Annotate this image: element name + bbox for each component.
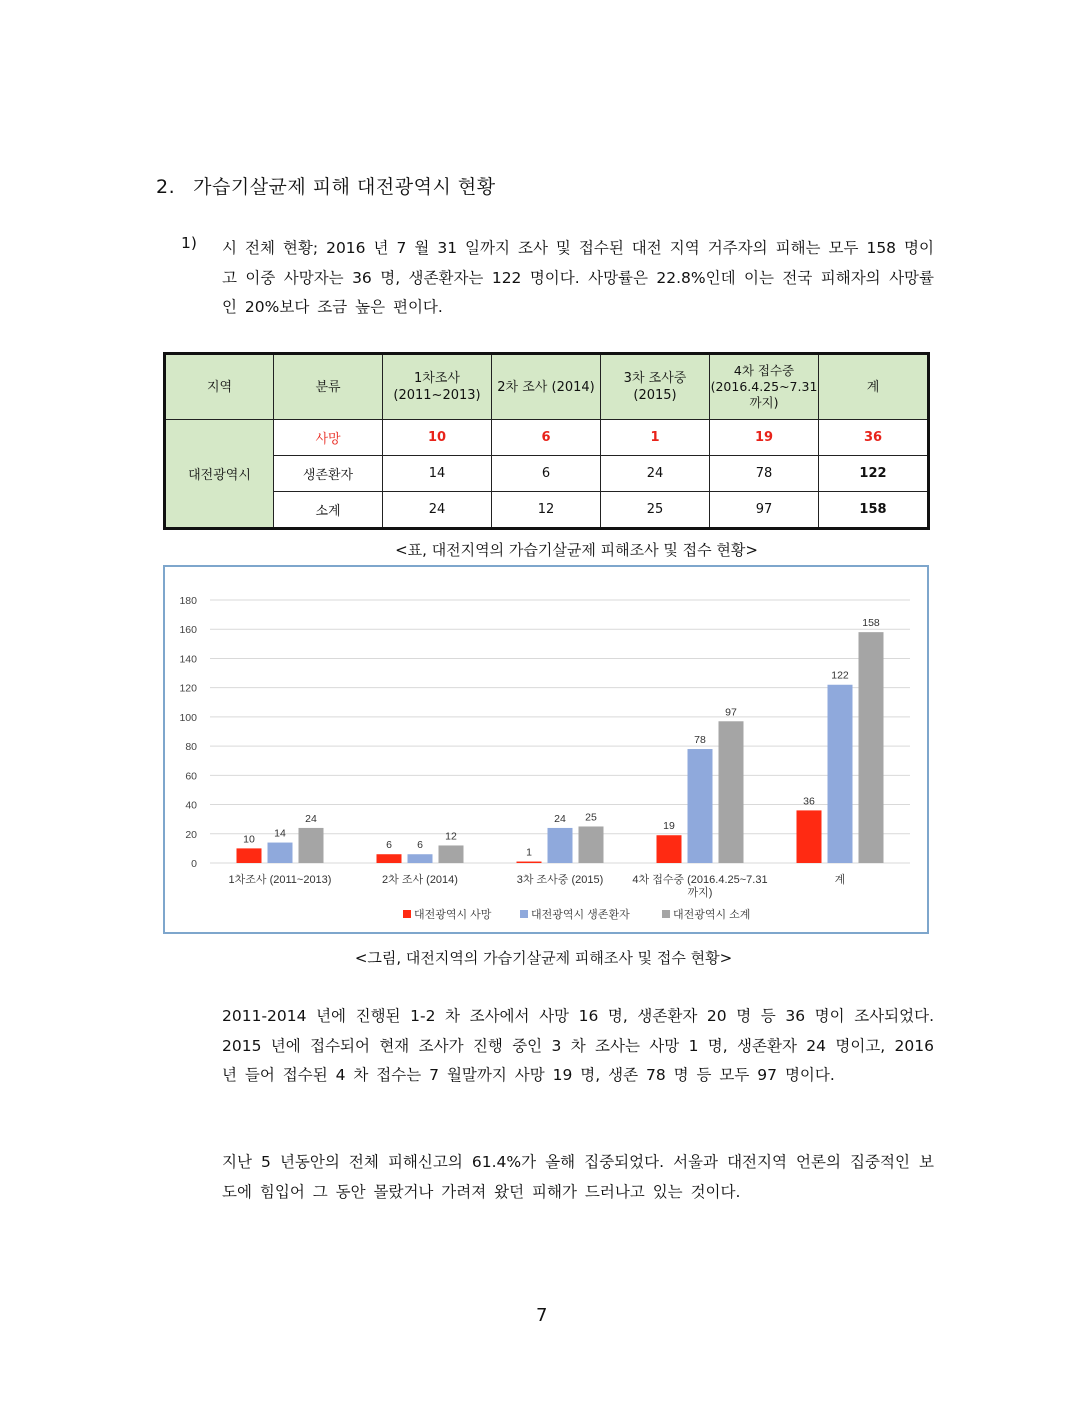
y-tick-label: 20 <box>185 828 197 841</box>
chart-caption: <그림, 대전지역의 가습기살균제 피해조사 및 접수 현황> <box>354 949 733 967</box>
bar <box>688 749 713 863</box>
table-header: 4차 접수중 (2016.4.25~7.31 까지) <box>710 354 819 420</box>
bar <box>299 828 324 863</box>
value-cell: 12 <box>492 492 601 529</box>
table-header: 1차조사 (2011~2013) <box>383 354 492 420</box>
table-row <box>165 420 929 456</box>
value-cell: 78 <box>710 456 819 492</box>
x-tick-label: 3차 조사중 (2015) <box>516 874 604 886</box>
paragraph-number: 1) <box>181 234 197 252</box>
section-title <box>156 172 496 199</box>
value-cell: 10 <box>383 420 492 456</box>
status-table <box>163 352 930 530</box>
category-cell: 사망 <box>274 420 383 456</box>
y-tick-label: 180 <box>179 595 197 607</box>
data-label: 6 <box>417 839 423 852</box>
bar <box>377 854 402 863</box>
data-label: 12 <box>445 830 457 843</box>
value-cell: 24 <box>601 456 710 492</box>
y-tick-label: 0 <box>191 858 197 870</box>
category-cell: 소계 <box>274 492 383 529</box>
data-label: 14 <box>274 827 286 840</box>
legend-swatch <box>520 910 528 918</box>
data-label: 78 <box>694 734 706 747</box>
section-heading: 가습기살균제 피해 대전광역시 현황 <box>193 176 496 198</box>
data-label: 6 <box>386 839 392 852</box>
category-cell: 생존환자 <box>274 456 383 492</box>
legend-label: 대전광역시 생존환자 <box>531 909 630 921</box>
x-tick-label: 2차 조사 (2014) <box>382 874 458 886</box>
x-tick-label: 계 <box>834 874 846 886</box>
data-table <box>163 352 927 528</box>
bar <box>797 810 822 863</box>
table-row <box>165 492 929 529</box>
y-tick-label: 160 <box>179 624 197 637</box>
y-tick-label: 80 <box>185 741 197 754</box>
bar <box>719 721 744 863</box>
data-label: 122 <box>831 669 849 682</box>
data-label: 158 <box>862 617 880 630</box>
y-tick-label: 120 <box>179 682 197 695</box>
section-number: 2. <box>156 176 176 198</box>
data-label: 10 <box>243 833 255 846</box>
bar <box>548 828 573 863</box>
bar-chart <box>165 567 927 932</box>
value-cell: 24 <box>383 492 492 529</box>
bar <box>579 826 604 863</box>
value-cell: 6 <box>492 420 601 456</box>
bar <box>268 843 293 863</box>
legend-swatch <box>662 910 670 918</box>
y-tick-label: 40 <box>185 799 197 812</box>
x-tick-label: 1차조사 (2011~2013) <box>228 874 332 886</box>
table-caption: <표, 대전지역의 가습기살균제 피해조사 및 접수 현황> <box>395 541 758 559</box>
bar <box>859 632 884 863</box>
table-header: 계 <box>819 354 929 420</box>
legend-label: 대전광역시 사망 <box>414 909 492 921</box>
value-cell: 25 <box>601 492 710 529</box>
y-tick-label: 60 <box>185 770 197 783</box>
value-cell: 36 <box>819 420 929 456</box>
data-label: 1 <box>526 846 532 859</box>
bar <box>237 848 262 863</box>
x-tick-label: 까지) <box>687 887 713 899</box>
value-cell: 158 <box>819 492 929 529</box>
y-tick-label: 140 <box>179 653 197 666</box>
x-tick-label: 4차 접수중 (2016.4.25~7.31 <box>632 874 768 886</box>
y-tick-label: 100 <box>179 711 197 724</box>
paragraph-1: 시 전체 현황; 2016 년 7 월 31 일까지 조사 및 접수된 대전 지역 거주자의 피해는 모두 158 명이고 이중 사망자는 36 명, 생존환자는 122 명이다. 사망률은 22.8%인데 이는 전국 피해자의 사망률인 20%보다 조금 높은 편이다. <box>222 239 934 316</box>
value-cell: 14 <box>383 456 492 492</box>
value-cell: 122 <box>819 456 929 492</box>
chart-container <box>163 565 929 934</box>
data-label: 36 <box>803 795 815 808</box>
bar <box>408 854 433 863</box>
table-header: 분류 <box>274 354 383 420</box>
value-cell: 19 <box>710 420 819 456</box>
table-header-row <box>165 354 929 420</box>
data-label: 24 <box>305 812 317 825</box>
table-row <box>165 456 929 492</box>
bar <box>439 845 464 863</box>
legend-label: 대전광역시 소계 <box>673 909 751 921</box>
data-label: 97 <box>725 706 737 719</box>
bar <box>657 835 682 863</box>
page-number: 7 <box>536 1305 548 1326</box>
legend-swatch <box>403 910 411 918</box>
data-label: 25 <box>585 811 597 824</box>
data-label: 19 <box>663 820 675 833</box>
data-label: 24 <box>554 812 566 825</box>
table-header: 3차 조사중 (2015) <box>601 354 710 420</box>
bar <box>517 862 542 863</box>
value-cell: 6 <box>492 456 601 492</box>
table-header: 2차 조사 (2014) <box>492 354 601 420</box>
paragraph-2: 2011-2014 년에 진행된 1-2 차 조사에서 사망 16 명, 생존환자 20 명 등 36 명이 조사되었다. 2015 년에 접수되어 현재 조사가 진행 중인 3 차 조사는 사망 1 명, 생존환자 24 명이고, 2016 년 들어 접수된 4 차 접수는 7 월말까지 사망 19 명, 생존 78 명 등 모두 97 명이다. <box>222 1007 934 1084</box>
bar <box>828 685 853 863</box>
paragraph-3: 지난 5 년동안의 전체 피해신고의 61.4%가 올해 집중되었다. 서울과 대전지역 언론의 집중적인 보도에 힘입어 그 동안 몰랐거나 가려져 왔던 피해가 드러나고 있는 것이다. <box>222 1153 934 1201</box>
region-cell: 대전광역시 <box>165 420 274 529</box>
value-cell: 1 <box>601 420 710 456</box>
table-header: 지역 <box>165 354 274 420</box>
value-cell: 97 <box>710 492 819 529</box>
